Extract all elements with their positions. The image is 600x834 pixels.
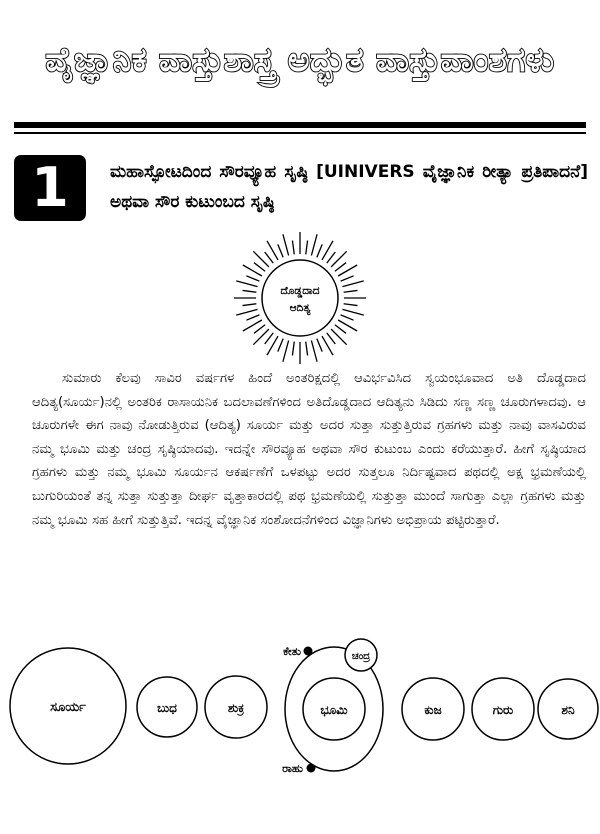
sun-ray (317, 244, 322, 257)
sun-ray (317, 339, 322, 352)
sun-ray (246, 315, 259, 320)
sun-ray (343, 309, 364, 315)
sun-ray (242, 290, 256, 292)
sun-ray (306, 342, 308, 356)
sun-ray (265, 333, 274, 344)
sun-ray (311, 234, 317, 255)
sun-ray (341, 276, 354, 281)
sun-illustration (230, 228, 370, 368)
moon-label: ಚಂದ್ರ (351, 651, 371, 662)
saturn-label: ಶನಿ (561, 703, 575, 717)
sun-ray (335, 263, 346, 272)
sun-ray (246, 276, 259, 281)
section-number-badge: 1 (14, 155, 86, 221)
section-heading: ಮಹಾಸ್ಫೋಟದಿಂದ ಸೌರವ್ಯೂಹ ಸೃಷ್ಠಿ [UINIVERS ವೈಜ್ಞಾನಿಕ ರೀತ್ಯಾ ಪ್ರತಿಪಾದನೆ] ಅಥವಾ ಸೌರ ಕುಟುಂಬದ ಸೃಷ್ಠಿ (110, 162, 588, 212)
mercury-label: ಬುಧ (157, 701, 177, 715)
sun-ray (242, 304, 256, 306)
sun-ray (344, 304, 358, 306)
sun-ray (335, 325, 346, 334)
ketu-dot (304, 647, 313, 656)
sun-ray (283, 341, 289, 362)
sun-ray (292, 240, 294, 254)
sun-ray (327, 333, 336, 344)
jupiter-label: ಗುರು (492, 703, 514, 717)
sun-ray (341, 315, 354, 320)
sun-ray (344, 290, 358, 292)
title-rule-thin (14, 132, 586, 134)
sun-label-line1: ದೊಡ್ಡದಾದ (280, 285, 320, 297)
mars-label: ಕುಜ (424, 703, 442, 717)
sun-ray (278, 339, 283, 352)
sun-ray (236, 281, 257, 287)
sun-ray (283, 234, 289, 255)
body-paragraph: ಸುಮಾರು ಕೆಲವು ಸಾವಿರ ವರ್ಷಗಳ ಹಿಂದೆ ಅಂತರಿಕ್ಷದಲ್ಲಿ ಆವಿರ್ಭವಿಸಿದ ಸ್ವಯಂಭೂವಾದ ಅತಿ ದೊಡ್ಡದಾದ ಆದಿತ್ಯ(ಸೂರ್ಯ)ನಲ್ಲಿ ಅಂತರಿಕ ರಾಸಾಯನಿಕ ಬದಲಾವಣೆಗಳಿಂದ ಅತಿದೊಡ್ಡದಾದ ಆದಿತ್ಯನು ಸಿಡಿದು ಸಣ್ಣ ಸಣ್ಣ ಚೂರುಗಳಾದವು. ಆ ಚೂರುಗಳೇ ಈಗ ನಾವು ನೋಡುತ್ತಿರುವ (ಆದಿತ್ಯ) ಸೂರ್ಯ ಮತ್ತು ಅದರ ಸುತ್ತಾ ಸುತ್ತುತ್ತಿರುವ ಗ್ರಹಗಳು ಮತ್ತು ನಾವು ವಾಸವಿರುವ ನಮ್ಮ ಭೂಮಿ ಮತ್ತು ಚಂದ್ರ ಸೃಷ್ಠಿಯಾದವು. ಇದನ್ನೇ ಸೌರವ್ಯೂಹ ಅಥವಾ ಸೌರ ಕುಟುಂಬ ಎಂದು ಕರೆಯುತ್ತಾರೆ. ಹೀಗೆ ಸೃಷ್ಠಿಯಾದ ಗ್ರಹಗಳು ಮತ್ತು ನಮ್ಮ ಭೂಮಿ ಸೂರ್ಯನ ಆಕರ್ಷಣೆಗೆ ಒಳಪಟ್ಟು ಅದರ ಸುತ್ತಲೂ ನಿರ್ದಿಷ್ಟವಾದ ಪಥದಲ್ಲಿ ಅಕ್ಷ ಭ್ರಮಣೆಯಲ್ಲಿ ಬುಗುರಿಯಂತೆ ತನ್ನ ಸುತ್ತಾ ಸುತ್ತುತ್ತಾ ದೀರ್ಘ ವೃತ್ತಾಕಾರದಲ್ಲಿ ಪಥ ಭ್ರಮಣೆಯಲ್ಲಿ ಸುತ್ತುತ್ತಾ ಮುಂದೆ ಸಾಗುತ್ತಾ ಎಲ್ಲಾ ಗ್ರಹಗಳು ಮತ್ತು ನಮ್ಮ ಭೂಮಿ ಸಹ ಹೀಗೆ ಸುತ್ತುತ್ತಿವೆ. ಇದನ್ನ ವೈಜ್ಞಾನಿಕ ಸಂಶೋದನೆಗಳಿಂದ ವಿಜ್ಞಾನಿಗಳು ಅಭಿಪ್ರಾಯ ಪಟ್ಟಿರುತ್ತಾರೆ. (32, 371, 586, 528)
sun-ray (236, 309, 257, 315)
solar-system-diagram (0, 630, 600, 834)
sun-ray (254, 263, 265, 272)
rahu-dot (307, 764, 316, 773)
sun-ray (311, 341, 317, 362)
sun-ray (265, 252, 274, 263)
venus-label: ಶುಕ್ರ (227, 701, 245, 715)
sun-ray (278, 244, 283, 257)
sun-ray (306, 240, 308, 254)
sun-ray (327, 252, 336, 263)
sun-ray (343, 281, 364, 287)
sun-ray (292, 342, 294, 356)
sun-label: ಸೂರ್ಯ (50, 700, 86, 715)
ketu-label: ಕೇತು (283, 645, 301, 658)
page-title: ವೈಜ್ಞಾನಿಕ ವಾಸ್ತುಶಾಸ್ತ್ರ ಅದ್ಭುತ ವಾಸ್ತುವಾಂಶಗಳು (45, 40, 555, 79)
rahu-label: ರಾಹು (282, 762, 303, 775)
title-rule-thick (14, 122, 586, 128)
sun-label-line2: ಆದಿತ್ಯ (289, 302, 311, 314)
sun-ray (254, 325, 265, 334)
earth-label: ಭೂಮಿ (320, 703, 348, 717)
